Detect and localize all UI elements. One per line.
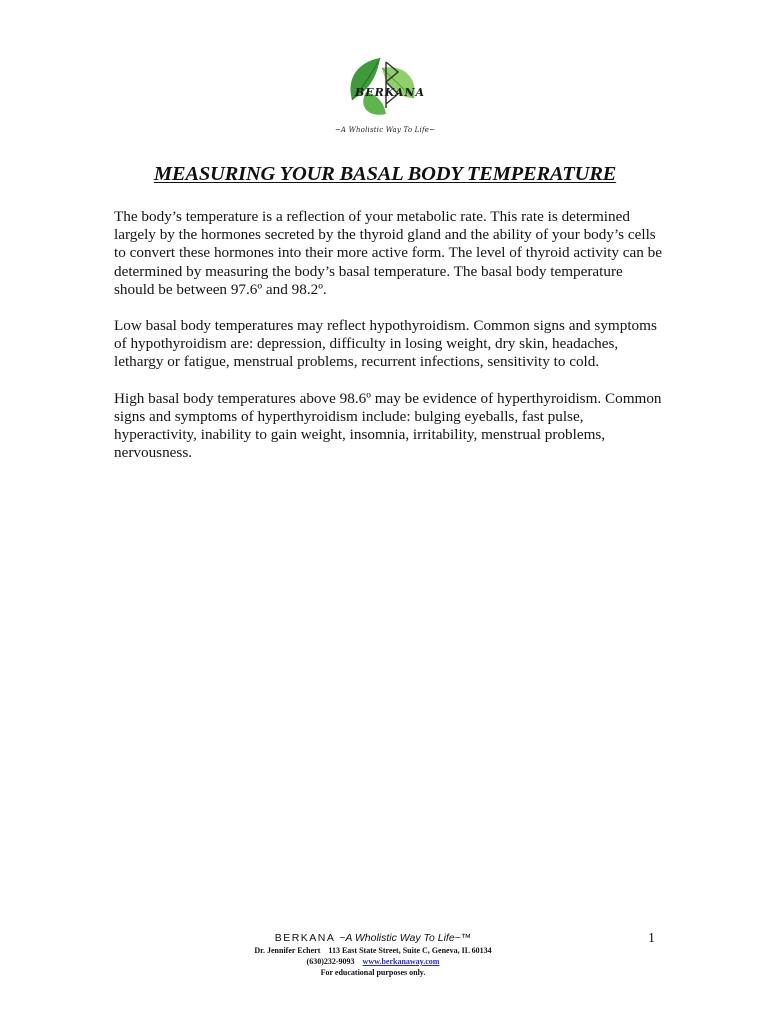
document-title: MEASURING YOUR BASAL BODY TEMPERATURE [153, 163, 617, 185]
page-number: 1 [648, 931, 655, 946]
footer-contact-line [200, 945, 546, 956]
footer-address: 113 East State Street, Suite C, Geneva, IL 60134 [328, 946, 492, 955]
page-footer [200, 931, 546, 978]
logo-tagline: ~A Wholistic Way To Life~ [334, 126, 436, 134]
footer-doctor: Dr. Jennifer Echert [254, 946, 321, 955]
paragraph-high-temperature: High basal body temperatures above 98.6º may be evidence of hyperthyroidism. Common signs and symptoms of hyperthyroidism include: bulging eyeballs, fast pulse, hyperactivity, inability to gain weight, insomnia, irritability, menstrual problems, nervousness. [114, 389, 662, 462]
document-body [114, 208, 662, 480]
footer-disclaimer: For educational purposes only. [320, 968, 426, 977]
footer-brand-line [200, 931, 546, 945]
footer-website-link[interactable]: www.berkanaway.com [362, 957, 440, 966]
footer-phone-web-line [200, 956, 546, 967]
berkana-logo [318, 48, 452, 144]
footer-phone: (630)232-9093 [306, 957, 355, 966]
footer-brand-tagline: ~A Wholistic Way To Life~™ [339, 932, 472, 944]
footer-brand-name: BERKANA [274, 932, 335, 944]
logo-wordmark: BERKANA [354, 86, 426, 99]
paragraph-metabolic-rate: The body’s temperature is a reflection of your metabolic rate. This rate is determined largely by the hormones secreted by the thyroid gland and the ability of your body’s cells to convert these hormones into their more active form. The level of thyroid activity can be determined by measuring the body’s basal temperature. The basal body temperature should be between 97.6º and 98.2º. [114, 208, 662, 298]
paragraph-low-temperature: Low basal body temperatures may reflect hypothyroidism. Common signs and symptoms of hypothyroidism are: depression, difficulty in losing weight, dry skin, headaches, lethargy or fatigue, menstrual problems, recurrent infections, sensitivity to cold. [114, 317, 657, 371]
